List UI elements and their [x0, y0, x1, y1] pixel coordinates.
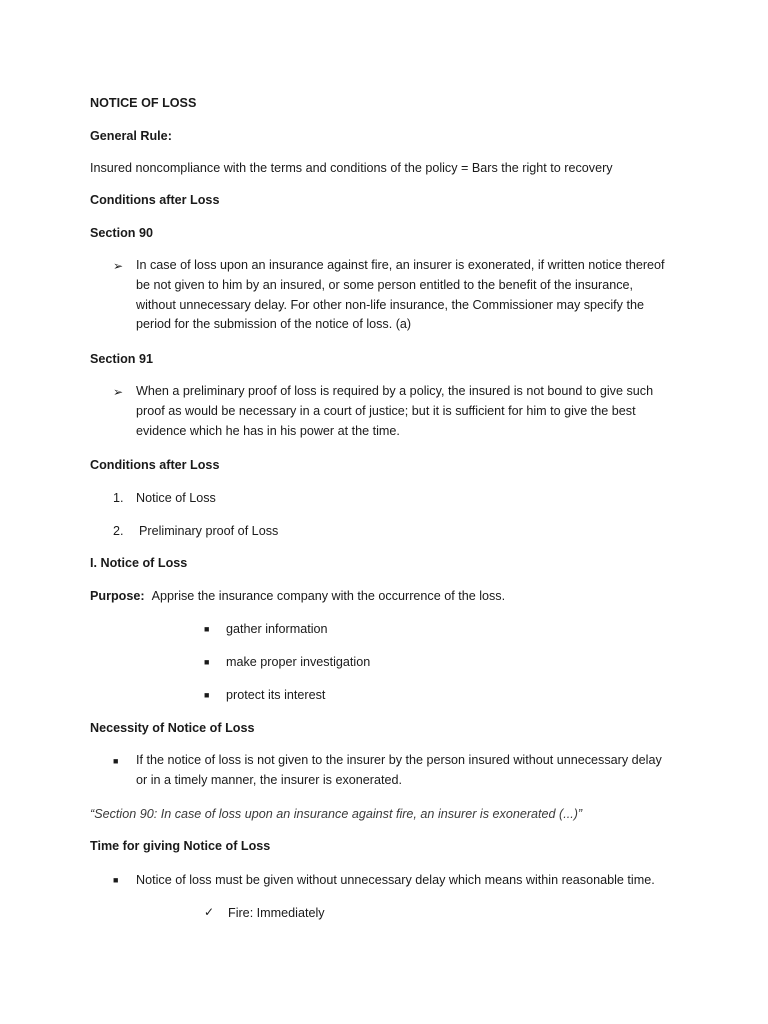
- time-heading: Time for giving Notice of Loss: [90, 839, 271, 853]
- check-item: Fire: Immediately: [228, 906, 325, 920]
- section-91-text: When a preliminary proof of loss is required by a policy, the insured is not bound to give such proof as would be necessary in a court of justice; but it is sufficient for him to give the best evidence which he has in his power at the time.: [136, 384, 654, 438]
- square-bullet-icon: ■: [113, 875, 119, 885]
- purpose-label: Purpose:: [90, 589, 145, 603]
- checkmark-icon: ✓: [204, 905, 215, 919]
- conditions-after-loss-heading: Conditions after Loss: [90, 458, 220, 472]
- square-bullet-icon: ■: [204, 624, 210, 634]
- purpose-line: [90, 588, 505, 604]
- square-bullet-icon: ■: [204, 690, 210, 700]
- list-item: gather information: [226, 622, 328, 636]
- section-90-quote: “Section 90: In case of loss upon an insurance against fire, an insurer is exonerated (...)”: [90, 807, 583, 821]
- list-item: Preliminary proof of Loss: [139, 524, 279, 538]
- necessity-text: If the notice of loss is not given to the insurer by the person insured without unnecessary delay or in a timely manner, the insurer is exonerated.: [136, 753, 662, 787]
- section-91-heading: Section 91: [90, 352, 153, 366]
- list-item: Notice of Loss: [136, 491, 216, 505]
- section-90-text: In case of loss upon an insurance against fire, an insurer is exonerated, if written notice thereof be not given to him by an insured, or some person entitled to the benefit of the insurance, without unnecessary delay. For other non-life insurance, the Commissioner may specify the period for the submission of the notice of loss. (a): [136, 258, 665, 332]
- general-rule-text: Insured noncompliance with the terms and conditions of the policy = Bars the right to recovery: [90, 161, 613, 175]
- purpose-text: Apprise the insurance company with the occurrence of the loss.: [151, 589, 506, 603]
- square-bullet-icon: ■: [113, 756, 119, 766]
- arrow-bullet-icon: ➢: [113, 259, 124, 273]
- necessity-heading: Necessity of Notice of Loss: [90, 721, 255, 735]
- page-title: NOTICE OF LOSS: [90, 96, 197, 110]
- list-item: protect its interest: [226, 688, 326, 702]
- section-90-heading: Section 90: [90, 226, 153, 240]
- time-text: Notice of loss must be given without unnecessary delay which means within reasonable time.: [136, 873, 655, 887]
- arrow-bullet-icon: ➢: [113, 385, 124, 399]
- general-rule-label: General Rule:: [90, 129, 172, 143]
- list-item-number: 2.: [113, 524, 124, 538]
- conditions-after-loss-heading: Conditions after Loss: [90, 193, 220, 207]
- list-item: make proper investigation: [226, 655, 371, 669]
- square-bullet-icon: ■: [204, 657, 210, 667]
- list-item-number: 1.: [113, 491, 124, 505]
- notice-of-loss-heading: I. Notice of Loss: [90, 556, 188, 570]
